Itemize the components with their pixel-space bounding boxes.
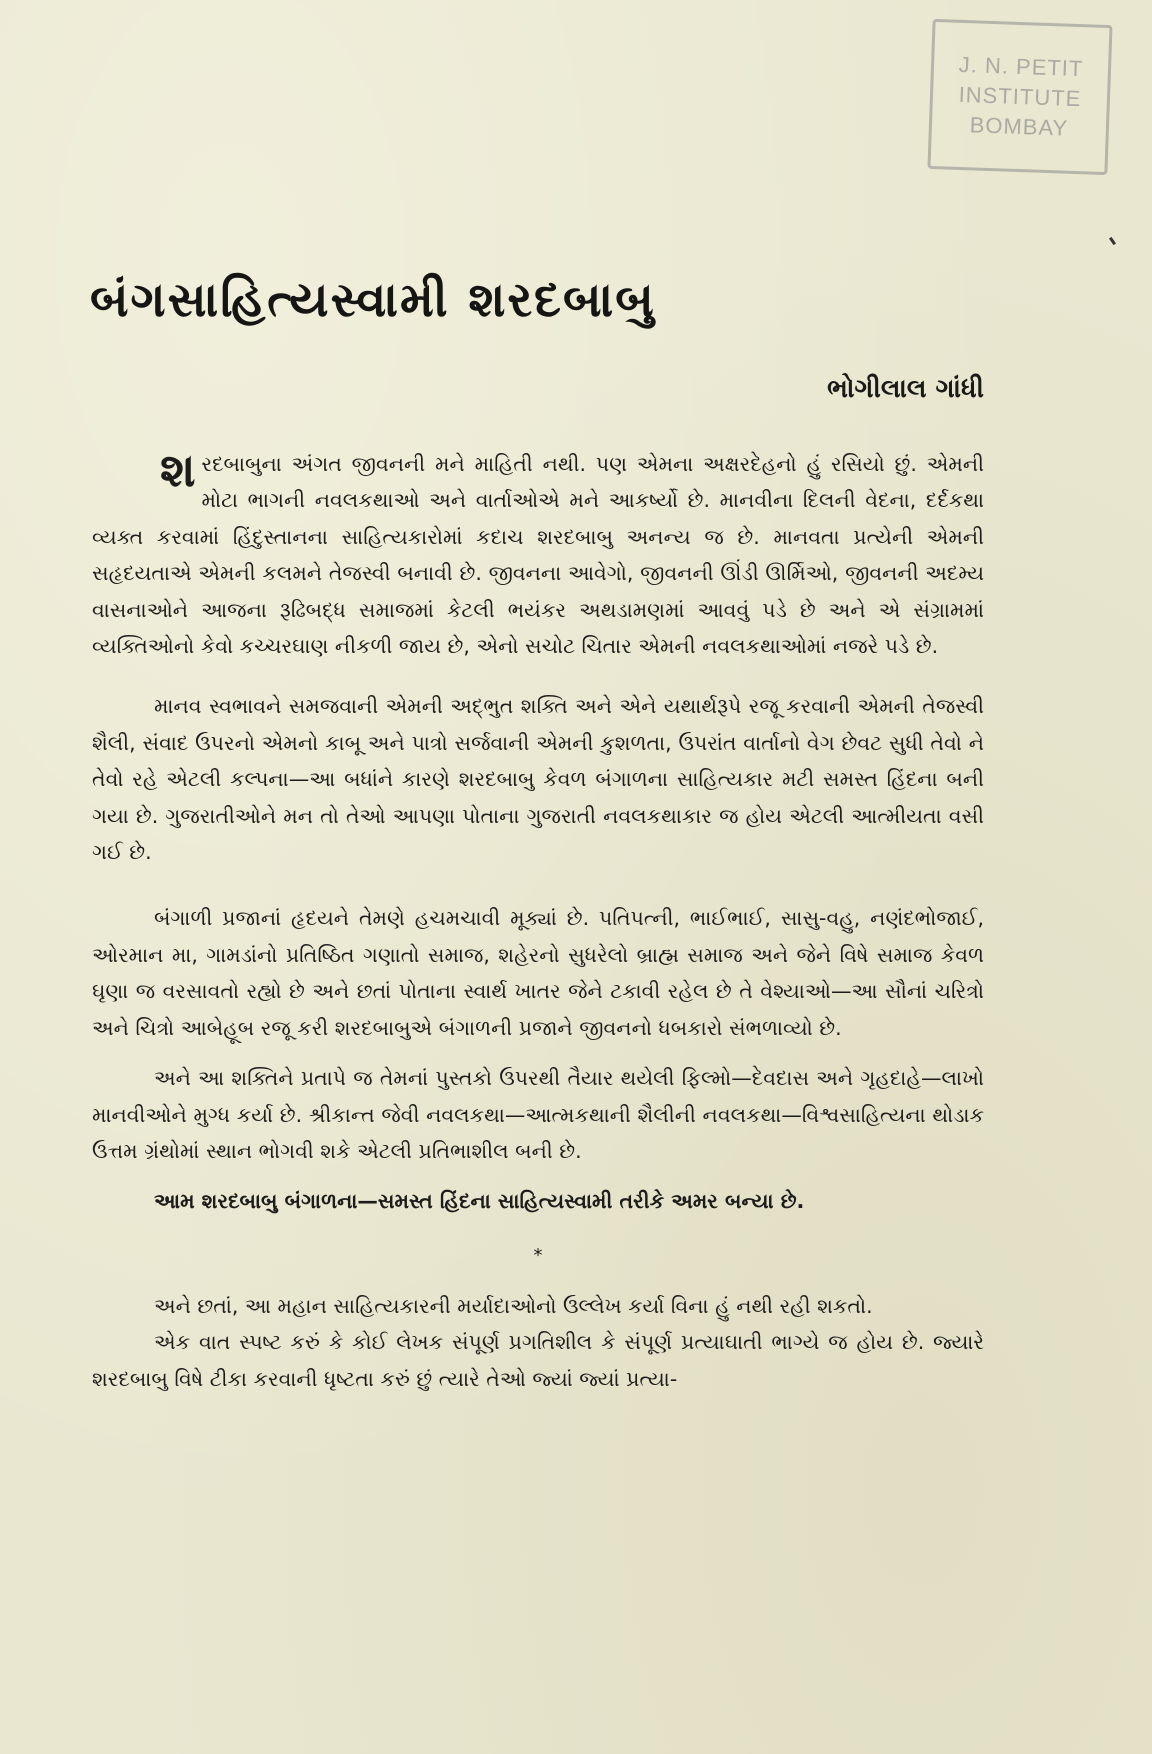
paragraph: બંગાળી પ્રજાનાં હૃદયને તેમણે હચમચાવી મૂક્યાં છે. પતિપત્ની, ભાઈભાઈ, સાસુ-વહુ, નણંદભોજાઈ, ઓરમાન મા, ગામડાંનો પ્રતિષ્ઠિત ગણાતો સમાજ, શહેરનો સુધરેલો બ્રાહ્મ સમાજ અને જેને વિષે સમાજ કેવળ ઘૃણા જ વરસાવતો રહ્યો છે અને છતાં પોતાના સ્વાર્થ ખાતર જેને ટકાવી રહેલ છે તે વેશ્યાઓ—આ સૌનાં ચરિત્રો અને ચિત્રો આબેહૂબ રજૂ કરી શરદબાબુએ બંગાળની પ્રજાને જીવનનો ધબકારો સંભળાવ્યો છે. [92,906,984,1040]
library-stamp [927,19,1112,175]
stamp-line: INSTITUTE [958,81,1082,112]
article-author: ભોગીલાલ ગાંધી [827,374,984,404]
paragraph [92,443,984,664]
stamp-line: BOMBAY [969,112,1069,141]
paragraph: આમ શરદબાબુ બંગાળના—સમસ્ત હિંદના સાહિત્યસ્વામી તરીકે અમર બન્યા છે. [154,1189,805,1214]
paragraph-text: રદબાબુના અંગત જીવનની મને માહિતી નથી. પણ એમના અક્ષરદેહનો હું રસિયો છું. એમની મોટા ભાગની નવલકથાઓ અને વાર્તાઓએ મને આકર્ષ્યો છે. માનવીના દિલની વેદના, દર્દકથા વ્યક્ત કરવામાં હિંદુસ્તાનના સાહિત્યકારોમાં કદાચ શરદબાબુ અનન્ય જ છે. માનવતા પ્રત્યેની એમની સહૃદયતાએ એમની કલમને તેજસ્વી બનાવી છે. જીવનના આવેગો, જીવનની ઊંડી ઊર્મિઓ, જીવનની અદમ્ય વાસનાઓને આજના રૂઢિબદ્ધ સમાજમાં કેટલી ભયંકર અથડામણમાં આવવું પડે છે અને એ સંગ્રામમાં વ્યક્તિઓનો કેવો કચ્ચરઘાણ નીકળી જાય છે, એનો સચોટ ચિતાર એમની નવલકથાઓમાં નજરે પડે છે. [92,452,984,659]
section-separator: * [533,1244,543,1266]
stray-mark [1109,237,1116,245]
article-title: બંગસાહિત્યસ્વામી શરદબાબુ [90,272,656,328]
paragraph: માનવ સ્વભાવને સમજવાની એમની અદ્ભુત શક્તિ અને એને યથાર્થરૂપે રજૂ કરવાની એમની તેજસ્વી શૈલી, સંવાદ ઉપરનો એમનો કાબૂ અને પાત્રો સર્જવાની એમની કુશળતા, ઉપરાંત વાર્તાનો વેગ છેવટ સુધી તેવો ને તેવો રહે એટલી કલ્પના—આ બધાંને કારણે શરદબાબુ કેવળ બંગાળના સાહિત્યકાર મટી સમસ્ત હિંદના બની ગયા છે. ગુજરાતીઓને મન તો તેઓ આપણા પોતાના ગુજરાતી નવલકથાકાર જ હોય એટલી આત્મીયતા વસી ગઈ છે. [92,694,984,865]
paragraph: અને આ શક્તિને પ્રતાપે જ તેમનાં પુસ્તકો ઉપરથી તૈયાર થયેલી ફિલ્મો—દેવદાસ અને ગૃહદાહે—લાખો માનવીઓને મુગ્ધ કર્યા છે. શ્રીકાન્ત જેવી નવલકથા—આત્મકથાની શૈલીની નવલકથા—વિશ્વસાહિત્યના થોડાક ઉત્તમ ગ્રંથોમાં સ્થાન ભોગવી શકે એટલી પ્રતિભાશીલ બની છે. [92,1066,984,1163]
stamp-line: J. N. PETIT [958,51,1084,82]
drop-cap: શ [160,443,196,497]
paragraph: એક વાત સ્પષ્ટ કરું કે કોઈ લેખક સંપૂર્ણ પ્રગતિશીલ કે સંપૂર્ણ પ્રત્યાઘાતી ભાગ્યે જ હોય છે. જ્યારે શરદબાબુ વિષે ટીકા કરવાની ધૃષ્ટતા કરું છું ત્યારે તેઓ જ્યાં જ્યાં પ્રત્યા- [92,1330,984,1391]
paragraph: અને છતાં, આ મહાન સાહિત્યકારની મર્યાદાઓનો ઉલ્લેખ કર્યા વિના હું નથી રહી શકતો. [154,1293,873,1318]
article-body [92,443,984,1397]
